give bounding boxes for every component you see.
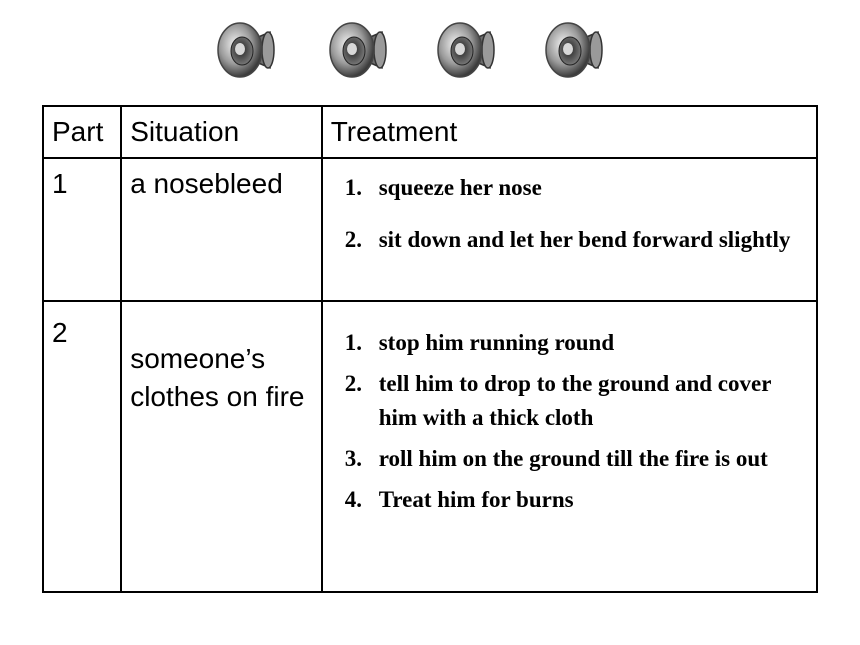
header-situation-label: Situation [130,116,240,147]
first-aid-table [42,105,818,593]
treatment-step [345,367,800,435]
speaker-icon[interactable] [322,14,394,86]
step-text: roll him on the ground till the fire is out [378,446,768,471]
situation-cell [121,158,322,301]
speaker-icon-graphic [322,14,394,86]
situation-cell [121,301,322,592]
situation-text: someone’s clothes on fire [130,343,305,412]
step-number: 3. [344,446,362,471]
step-text: stop him running round [378,330,615,355]
part-number: 2 [52,317,68,348]
step-number: 4. [344,487,362,512]
speaker-icon[interactable] [430,14,502,86]
treatment-step [345,171,800,205]
step-text: sit down and let her bend forward slightly [378,227,791,252]
treatment-cell [322,158,817,301]
treatment-step [345,326,800,360]
speaker-icon-graphic [430,14,502,86]
table-row [43,158,817,301]
treatment-step [345,483,800,517]
part-number: 1 [52,168,68,199]
header-part-label: Part [52,116,104,147]
part-cell [43,301,121,592]
step-number: 2. [344,227,362,252]
step-text: tell him to drop to the ground and cover him with a thick cloth [378,371,772,430]
step-text: Treat him for burns [378,487,574,512]
step-number: 2. [344,371,362,396]
header-cell-treatment [322,106,817,158]
step-text: squeeze her nose [378,175,542,200]
speaker-icon-graphic [538,14,610,86]
table-row [43,301,817,592]
speaker-icon[interactable] [538,14,610,86]
treatment-cell [322,301,817,592]
table-header-row [43,106,817,158]
header-cell-situation [121,106,322,158]
treatment-steps [323,159,816,257]
speaker-icon-graphic [210,14,282,86]
step-number: 1. [344,330,362,355]
speaker-icon[interactable] [210,14,282,86]
treatment-step [345,223,800,257]
header-treatment-label: Treatment [330,116,458,147]
step-number: 1. [344,175,362,200]
header-cell-part [43,106,121,158]
treatment-step [345,442,800,476]
part-cell [43,158,121,301]
treatment-steps [323,302,816,517]
situation-text: a nosebleed [130,168,283,199]
